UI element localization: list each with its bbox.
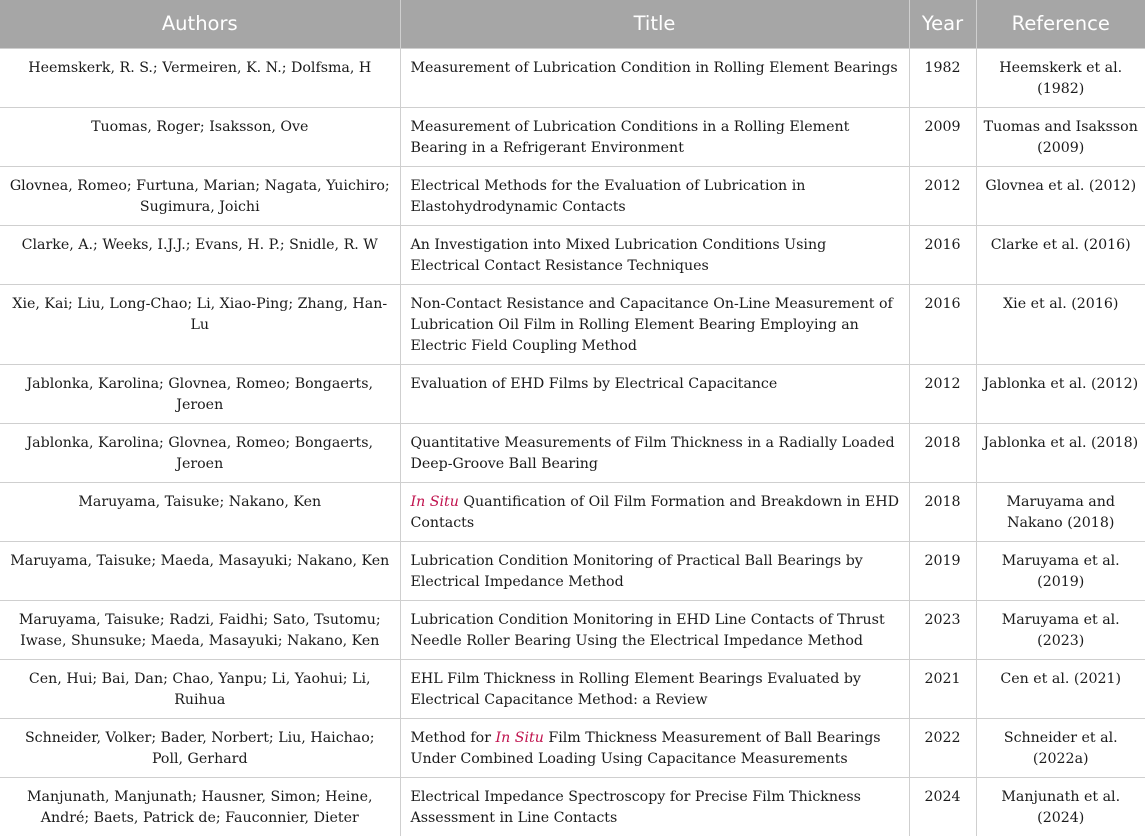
- table-row: [0, 718, 1145, 777]
- title-text: EHL Film Thickness in Rolling Element Bearings Evaluated by Electrical Capacitance Method: a Review: [410, 670, 861, 708]
- title-cell: [400, 718, 909, 777]
- header-year: Year: [909, 0, 976, 48]
- table-row: [0, 659, 1145, 718]
- year-cell: 2019: [909, 541, 976, 600]
- year-cell: 2012: [909, 166, 976, 225]
- table-header: [0, 0, 1145, 48]
- title-cell: [400, 284, 909, 364]
- title-cell: [400, 600, 909, 659]
- reference-cell: Jablonka et al. (2018): [976, 423, 1145, 482]
- title-cell: [400, 225, 909, 284]
- authors-cell: Tuomas, Roger; Isaksson, Ove: [0, 107, 400, 166]
- year-cell: 2022: [909, 718, 976, 777]
- header-reference: Reference: [976, 0, 1145, 48]
- year-cell: 2016: [909, 284, 976, 364]
- title-text: Method for: [410, 729, 496, 746]
- table-row: [0, 48, 1145, 107]
- year-cell: 2018: [909, 482, 976, 541]
- header-title: Title: [400, 0, 909, 48]
- authors-cell: Maruyama, Taisuke; Nakano, Ken: [0, 482, 400, 541]
- year-cell: 2024: [909, 777, 976, 836]
- year-cell: 2021: [909, 659, 976, 718]
- table-row: [0, 364, 1145, 423]
- table-row: [0, 107, 1145, 166]
- reference-cell: Maruyama and Nakano (2018): [976, 482, 1145, 541]
- authors-cell: Glovnea, Romeo; Furtuna, Marian; Nagata, Yuichiro; Sugimura, Joichi: [0, 166, 400, 225]
- year-cell: 2018: [909, 423, 976, 482]
- title-text: Lubrication Condition Monitoring of Practical Ball Bearings by Electrical Impedance Method: [410, 552, 863, 590]
- title-text: Lubrication Condition Monitoring in EHD Line Contacts of Thrust Needle Roller Bearing Using the Electrical Impedance Method: [410, 611, 885, 649]
- authors-cell: Schneider, Volker; Bader, Norbert; Liu, Haichao; Poll, Gerhard: [0, 718, 400, 777]
- table-row: [0, 166, 1145, 225]
- title-italic: In Situ: [495, 729, 544, 746]
- year-cell: 2023: [909, 600, 976, 659]
- authors-cell: Manjunath, Manjunath; Hausner, Simon; Heine, André; Baets, Patrick de; Fauconnier, Dieter: [0, 777, 400, 836]
- title-cell: [400, 659, 909, 718]
- reference-cell: Schneider et al. (2022a): [976, 718, 1145, 777]
- table-row: [0, 225, 1145, 284]
- year-cell: 2016: [909, 225, 976, 284]
- title-text: Quantification of Oil Film Formation and Breakdown in EHD Contacts: [410, 493, 899, 531]
- title-cell: [400, 777, 909, 836]
- title-cell: [400, 364, 909, 423]
- authors-cell: Cen, Hui; Bai, Dan; Chao, Yanpu; Li, Yaohui; Li, Ruihua: [0, 659, 400, 718]
- table-row: [0, 284, 1145, 364]
- reference-cell: Tuomas and Isaksson (2009): [976, 107, 1145, 166]
- authors-cell: Heemskerk, R. S.; Vermeiren, K. N.; Dolfsma, H: [0, 48, 400, 107]
- authors-cell: Jablonka, Karolina; Glovnea, Romeo; Bongaerts, Jeroen: [0, 423, 400, 482]
- reference-cell: Manjunath et al. (2024): [976, 777, 1145, 836]
- authors-cell: Clarke, A.; Weeks, I.J.J.; Evans, H. P.; Snidle, R. W: [0, 225, 400, 284]
- title-text: Electrical Impedance Spectroscopy for Precise Film Thickness Assessment in Line Contacts: [410, 788, 861, 826]
- header-row: [0, 0, 1145, 48]
- reference-cell: Heemskerk et al. (1982): [976, 48, 1145, 107]
- year-cell: 2009: [909, 107, 976, 166]
- table-row: [0, 482, 1145, 541]
- table-row: [0, 423, 1145, 482]
- reference-cell: Glovnea et al. (2012): [976, 166, 1145, 225]
- title-cell: [400, 541, 909, 600]
- title-text: Non-Contact Resistance and Capacitance On-Line Measurement of Lubrication Oil Film in Rolling Element Bearing Employing an Electric Field Coupling Method: [410, 295, 893, 354]
- authors-cell: Maruyama, Taisuke; Maeda, Masayuki; Nakano, Ken: [0, 541, 400, 600]
- header-authors: Authors: [161, 12, 238, 36]
- title-text: Measurement of Lubrication Conditions in a Rolling Element Bearing in a Refrigerant Environment: [410, 118, 850, 156]
- authors-cell: Jablonka, Karolina; Glovnea, Romeo; Bongaerts, Jeroen: [0, 364, 400, 423]
- year-cell: 1982: [909, 48, 976, 107]
- title-text: Quantitative Measurements of Film Thickness in a Radially Loaded Deep-Groove Ball Bearing: [410, 434, 895, 472]
- table-row: [0, 541, 1145, 600]
- reference-cell: Maruyama et al. (2023): [976, 600, 1145, 659]
- title-cell: [400, 166, 909, 225]
- title-cell: [400, 107, 909, 166]
- reference-cell: Maruyama et al. (2019): [976, 541, 1145, 600]
- title-text: Measurement of Lubrication Condition in Rolling Element Bearings: [410, 59, 898, 76]
- authors-cell: Maruyama, Taisuke; Radzi, Faidhi; Sato, Tsutomu; Iwase, Shunsuke; Maeda, Masayuki; Nakano, Ken: [0, 600, 400, 659]
- table-row: [0, 777, 1145, 836]
- title-cell: [400, 423, 909, 482]
- reference-cell: Jablonka et al. (2012): [976, 364, 1145, 423]
- title-text: Electrical Methods for the Evaluation of Lubrication in Elastohydrodynamic Contacts: [410, 177, 806, 215]
- reference-cell: Clarke et al. (2016): [976, 225, 1145, 284]
- reference-cell: Cen et al. (2021): [976, 659, 1145, 718]
- title-italic: In Situ: [410, 493, 459, 510]
- authors-cell: Xie, Kai; Liu, Long-Chao; Li, Xiao-Ping; Zhang, Han-Lu: [0, 284, 400, 364]
- title-text: An Investigation into Mixed Lubrication Conditions Using Electrical Contact Resistance Techniques: [410, 236, 827, 274]
- title-cell: [400, 482, 909, 541]
- title-text: Film Thickness Measurement of Ball Bearings Under Combined Loading Using Capacitance Measurements: [410, 729, 881, 767]
- title-text: Evaluation of EHD Films by Electrical Capacitance: [410, 375, 778, 392]
- year-cell: 2012: [909, 364, 976, 423]
- table-body: [0, 48, 1145, 836]
- title-cell: [400, 48, 909, 107]
- table-row: [0, 600, 1145, 659]
- reference-cell: Xie et al. (2016): [976, 284, 1145, 364]
